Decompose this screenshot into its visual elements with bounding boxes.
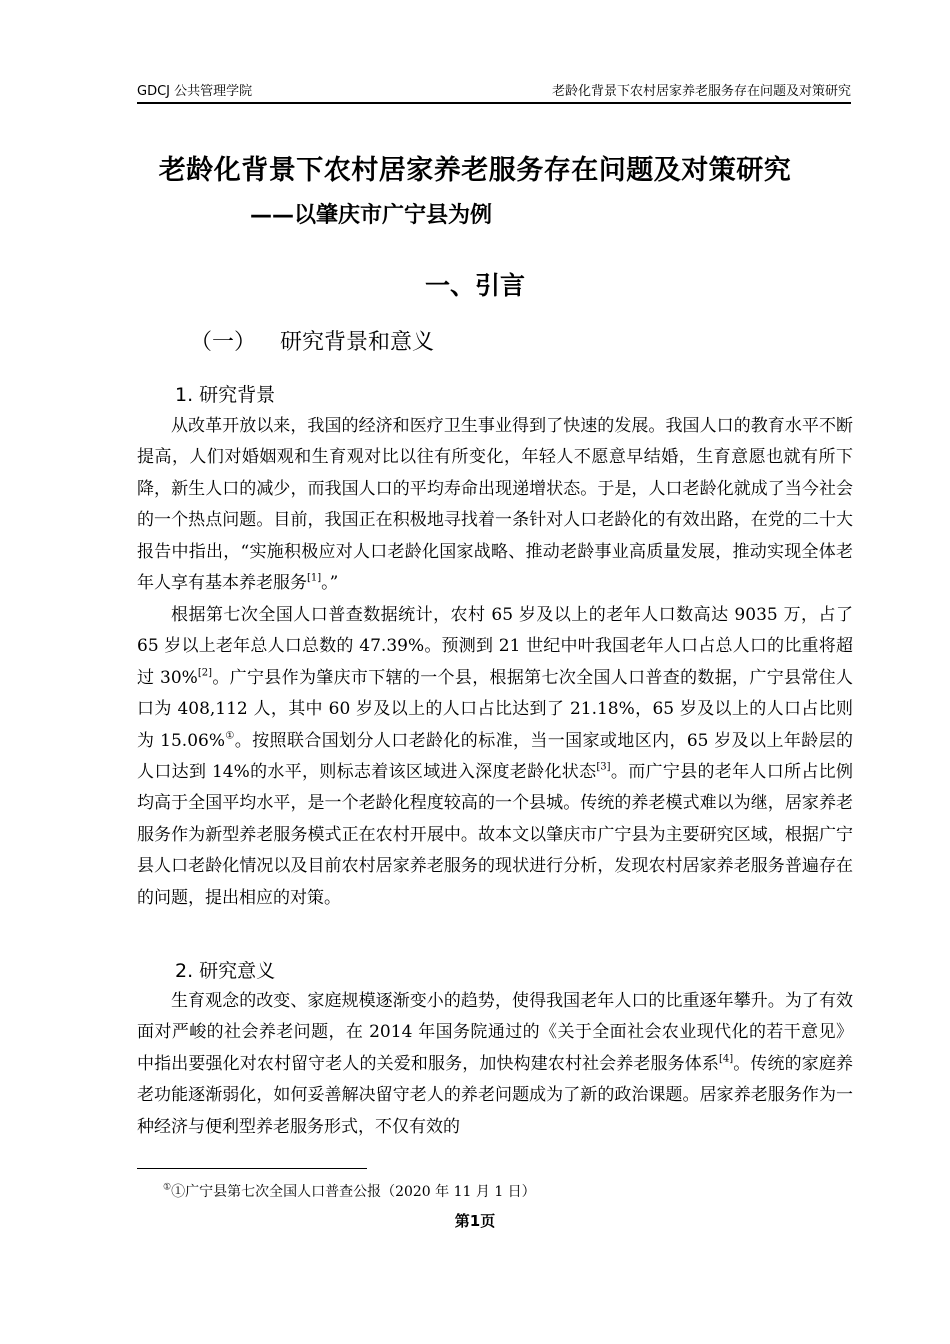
citation-ref: [1] [307,572,322,584]
paragraph-significance [137,986,853,1143]
subheading-research-background: 1. 研究背景 [175,384,276,406]
footnote-marker: ① [163,1182,172,1193]
subsection-number: （一） [190,330,257,355]
paragraph-text: 。广宁县作为肇庆市下辖的一个县，根据第七次全国人口普查的数据，广宁县常住人口为 408,112 人，其中 60 岁及以上的人口占比达到了 21.18%，65 岁及以上的人口占比则为 15.06% [137,667,853,751]
header-institution: GDCJ 公共管理学院 [137,84,253,99]
paragraph-text: 生育观念的改变、家庭规模逐渐变小的趋势，使得我国老年人口的比重逐年攀升。为了有效面对严峻的社会养老问题，在 2014 年国务院通过的《关于全面社会农业现代化的若干意见》中指出要强化对农村留守老人的关爱和服务，加快构建农村社会养老服务体系 [137,991,853,1074]
paragraph-text: 。传统的家庭养老功能逐渐弱化，如何妥善解决留守老人的养老问题成为了新的政治课题。居家养老服务作为一种经济与便利型养老服务形式，不仅有效的 [137,1053,854,1137]
footnote-marker: ① [225,730,235,742]
footnote-divider [137,1168,367,1169]
header-paper-title: 老龄化背景下农村居家养老服务存在问题及对策研究 [551,84,851,99]
footnote [163,1181,536,1201]
citation-ref: [2] [197,667,213,679]
subheading-research-significance: 2. 研究意义 [175,960,276,982]
citation-ref: [4] [719,1053,734,1065]
citation-ref: [3] [596,761,611,773]
paper-subtitle: ——以肇庆市广宁县为例 [250,203,493,228]
paragraph-text: 。” [321,573,339,594]
paragraph-background [137,411,853,599]
subsection-title: 研究背景和意义 [280,330,435,355]
footnote-text: ①广宁县第七次全国人口普查公报（2020 年 11 月 1 日） [171,1184,536,1200]
paper-title: 老龄化背景下农村居家养老服务存在问题及对策研究 [158,155,792,186]
section-heading-introduction: 一、引言 [424,271,525,300]
paragraph-text: 从改革开放以来，我国的经济和医疗卫生事业得到了快速的发展。我国人口的教育水平不断提高，人们对婚姻观和生育观对比以往有所变化，年轻人不愿意早结婚，生育意愿也就有所下降，新生人口的减少，而我国人口的平均寿命出现递增状态。于是，人口老龄化就成了当今社会的一个热点问题。目前，我国正在积极地寻找着一条针对人口老龄化的有效出路，在党的二十大报告中指出，“实施积极应对人口老龄化国家战略、推动老龄事业高质量发展，推动实现全体老年人享有基本养老服务 [137,416,853,594]
paragraph-text: 。按照联合国划分人口老龄化的标准，当一国家或地区内，65 岁及以上年龄层的人口达到 14%的水平，则标志着该区域进入深度老龄化状态 [137,730,853,783]
paragraph-text: 。而广宁县的老年人口所占比例均高于全国平均水平，是一个老龄化程度较高的一个县城。传统的养老模式难以为继，居家养老服务作为新型养老服务模式正在农村开展中。故本文以肇庆市广宁县为主要研究区域，根据广宁县人口老龄化情况以及目前农村居家养老服务的现状进行分析，发现农村居家养老服务普遍存在的问题，提出相应的对策。 [137,762,853,908]
paragraph-text: 根据第七次全国人口普查数据统计，农村 65 岁及以上的老年人口数高达 9035 万，占了 65 岁以上老年总人口总数的 47.39%。预测到 21 世纪中叶我国老年人口占总人口的比重将超过 30% [137,605,853,688]
subsection-heading-background [190,325,434,356]
page-number: 第1页 [454,1212,496,1230]
running-header [137,78,851,104]
paragraph-statistics [137,600,853,914]
